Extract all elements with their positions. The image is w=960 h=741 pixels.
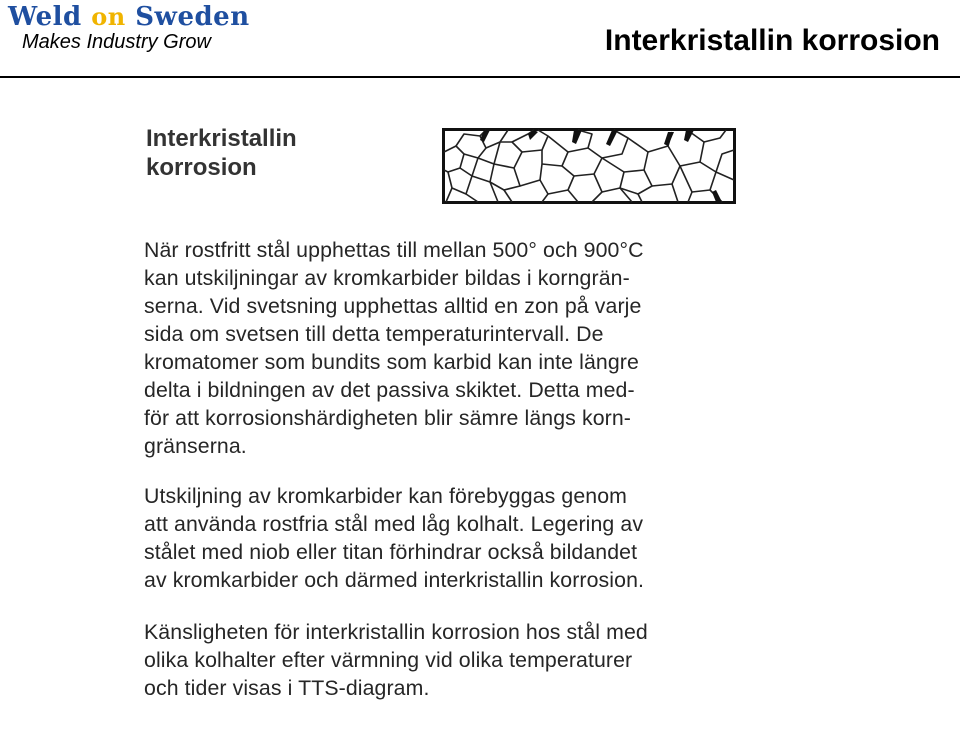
logo-tagline: Makes Industry Grow (22, 31, 211, 53)
text-line: gränserna. (144, 434, 247, 458)
text-line: att använda rostfria stål med låg kolhalt. Legering av (144, 512, 644, 536)
text-line: olika kolhalter efter värmning vid olika temperaturer (144, 648, 633, 672)
text-line: stålet med niob eller titan förhindrar också bildandet (144, 540, 638, 564)
logo-brand-weld: Weld (8, 2, 82, 32)
text-line: När rostfritt stål upphettas till mellan 500° och 900°C (144, 238, 644, 262)
text-line: kan utskiljningar av kromkarbider bildas i korngrän- (144, 266, 630, 290)
intergranular-corrosion-icon (442, 128, 736, 204)
document-heading-line-2: korrosion (146, 154, 257, 181)
text-line: för att korrosionshärdigheten blir sämre längs korn- (144, 406, 631, 430)
text-line: Utskiljning av kromkarbider kan förebyggas genom (144, 484, 628, 508)
company-logo (8, 3, 250, 53)
logo-brand-on: on (91, 2, 126, 31)
paragraph-prevention (144, 482, 740, 594)
text-line: och tider visas i TTS-diagram. (144, 676, 430, 700)
text-line: Känsligheten för interkristallin korrosion hos stål med (144, 620, 648, 644)
text-line: sida om svetsen till detta temperaturintervall. De (144, 322, 604, 346)
scanned-document (138, 118, 748, 718)
text-line: delta i bildningen av det passiva skiktet. Detta med- (144, 378, 635, 402)
text-line: kromatomer som bundits som karbid kan inte längre (144, 350, 639, 374)
document-heading-line-1: Interkristallin (146, 125, 297, 152)
text-line: serna. Vid svetsning upphettas alltid en zon på varje (144, 294, 642, 318)
slide-title: Interkristallin korrosion (604, 24, 940, 57)
logo-brand-sweden: Sweden (135, 2, 250, 32)
text-line: av kromkarbider och därmed interkristallin korrosion. (144, 568, 645, 592)
document-heading (146, 124, 297, 182)
paragraph-intro (144, 236, 740, 460)
logo-brand (8, 3, 250, 31)
paragraph-tts-diagram (144, 618, 740, 702)
header-divider (0, 76, 960, 78)
